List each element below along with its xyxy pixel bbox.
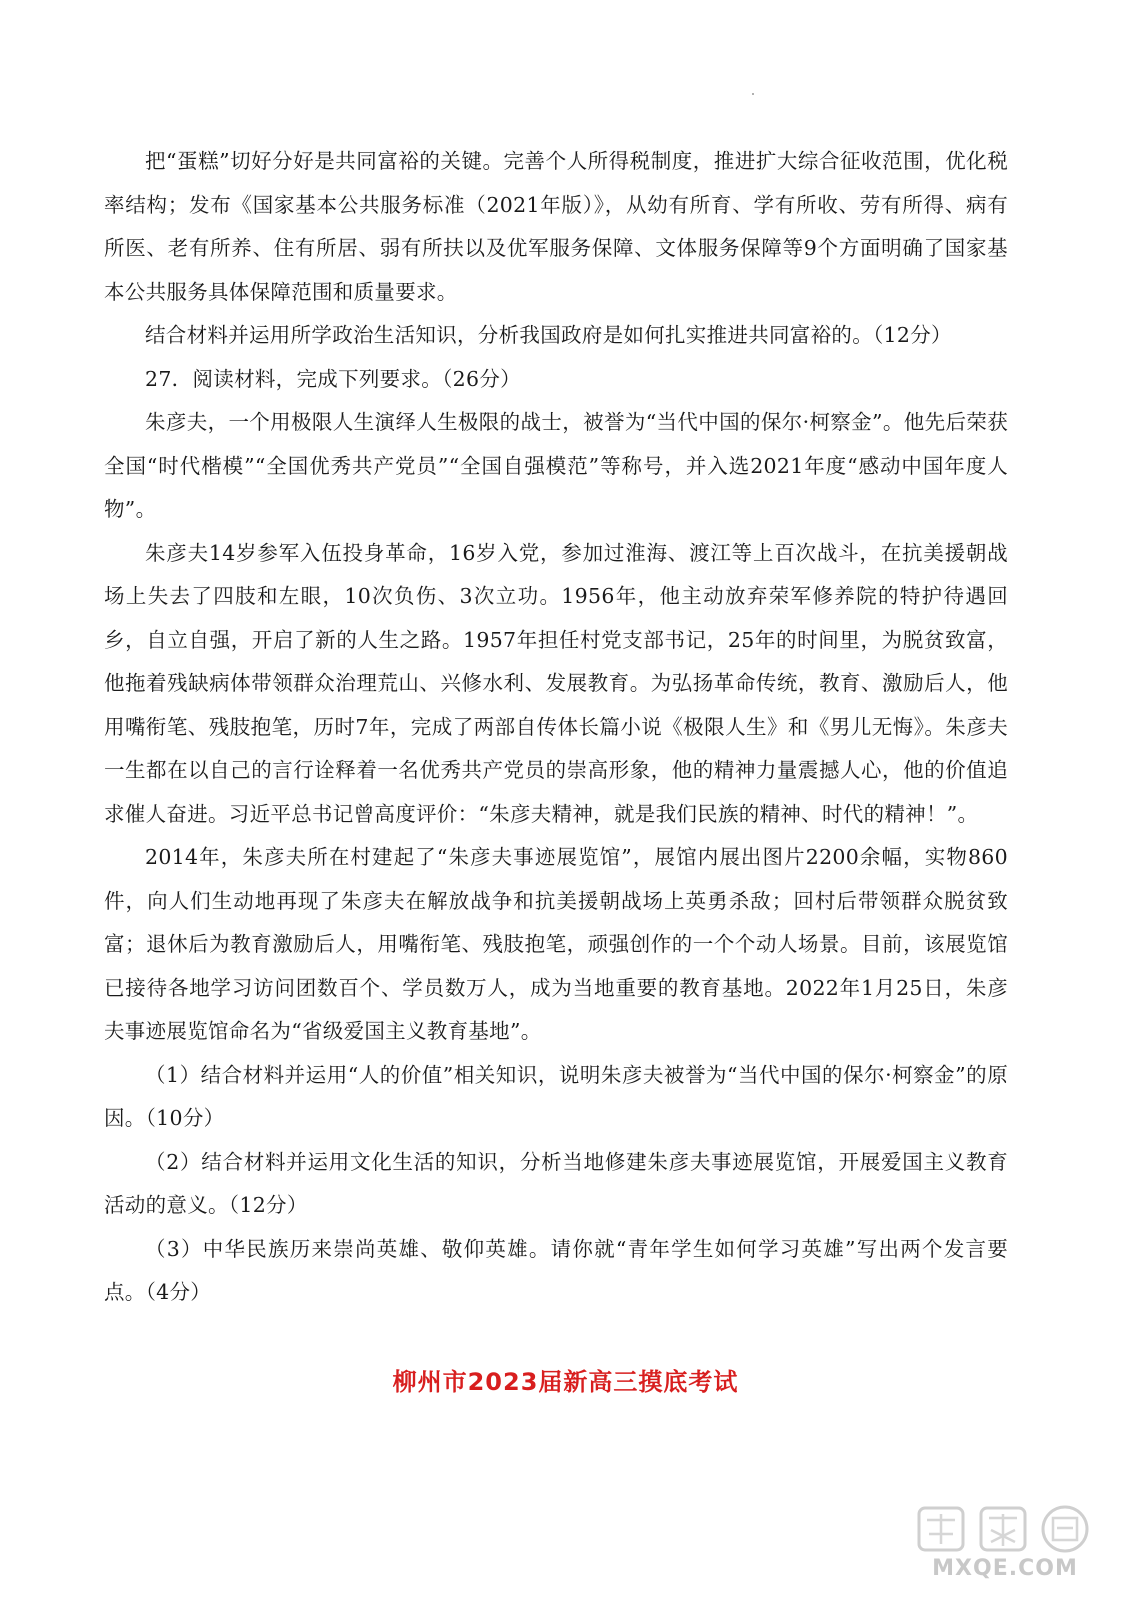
site-watermark bbox=[905, 1500, 1105, 1590]
paragraph-zhu-yanfu-life: 朱彦夫14岁参军入伍投身革命，16岁入党，参加过淮海、渡江等上百次战斗，在抗美援朝战场上失去了四肢和左眼，10次负伤、3次立功。1956年，他主动放弃荣军修养院的特护待遇回乡，自立自强，开启了新的人生之路。1957年担任村党支部书记，25年的时间里，为脱贫致富，他拖着残缺病体带领群众治理荒山、兴修水利、发展教育。为弘扬革命传统，教育、激励后人，他用嘴衔笔、残肢抱笔，历时7年，完成了两部自传体长篇小说《极限人生》和《男儿无悔》。朱彦夫一生都在以自己的言行诠释着一名优秀共产党员的崇高形象，他的精神力量震撼人心，他的价值追求催人奋进。习近平总书记曾高度评价：“朱彦夫精神，就是我们民族的精神、时代的精神！”。 bbox=[104, 540, 1008, 826]
sub-question-1: （1）结合材料并运用“人的价值”相关知识，说明朱彦夫被誉为“当代中国的保尔·柯察金”的原因。（10分） bbox=[104, 1062, 1008, 1130]
scan-dot bbox=[752, 93, 754, 95]
sub-question-3: （3）中华民族历来崇尚英雄、敬仰英雄。请你就“青年学生如何学习英雄”写出两个发言要点。（4分） bbox=[104, 1236, 1008, 1304]
watermark-logo-icon bbox=[905, 1500, 1105, 1556]
question-27-heading: 27．阅读材料，完成下列要求。（26分） bbox=[145, 366, 521, 391]
question-26-prompt: 结合材料并运用所学政治生活知识，分析我国政府是如何扎实推进共同富裕的。（12分） bbox=[145, 323, 952, 347]
paragraph-common-prosperity: 把“蛋糕”切好分好是共同富裕的关键。完善个人所得税制度，推进扩大综合征收范围，优化税率结构；发布《国家基本公共服务标准（2021年版）》，从幼有所育、学有所收、劳有所得、病有所医、老有所养、住有所居、弱有所扶以及优军服务保障、文体服务保障等9个方面明确了国家基本公共服务具体保障范围和质量要求。 bbox=[104, 149, 1008, 304]
watermark-text: MXQE.COM bbox=[932, 1556, 1078, 1581]
exam-title: 柳州市2023届新高三摸底考试 bbox=[392, 1368, 739, 1396]
sub-question-2: （2）结合材料并运用文化生活的知识，分析当地修建朱彦夫事迹展览馆，开展爱国主义教育活动的意义。（12分） bbox=[104, 1149, 1008, 1217]
paragraph-zhu-yanfu-intro: 朱彦夫，一个用极限人生演绎人生极限的战士，被誉为“当代中国的保尔·柯察金”。他先后荣获全国“时代楷模”“全国优秀共产党员”“全国自强模范”等称号，并入选2021年度“感动中国年度人物”。 bbox=[104, 410, 1008, 521]
document-body bbox=[104, 140, 1008, 1315]
paragraph-exhibition-hall: 2014年，朱彦夫所在村建起了“朱彦夫事迹展览馆”，展馆内展出图片2200余幅，实物860件，向人们生动地再现了朱彦夫在解放战争和抗美援朝战场上英勇杀敌；回村后带领群众脱贫致富；退休后为教育激励后人，用嘴衔笔、残肢抱笔，顽强创作的一个个动人场景。目前，该展览馆已接待各地学习访问团数百个、学员数万人，成为当地重要的教育基地。2022年1月25日，朱彦夫事迹展览馆命名为“省级爱国主义教育基地”。 bbox=[104, 845, 1008, 1043]
